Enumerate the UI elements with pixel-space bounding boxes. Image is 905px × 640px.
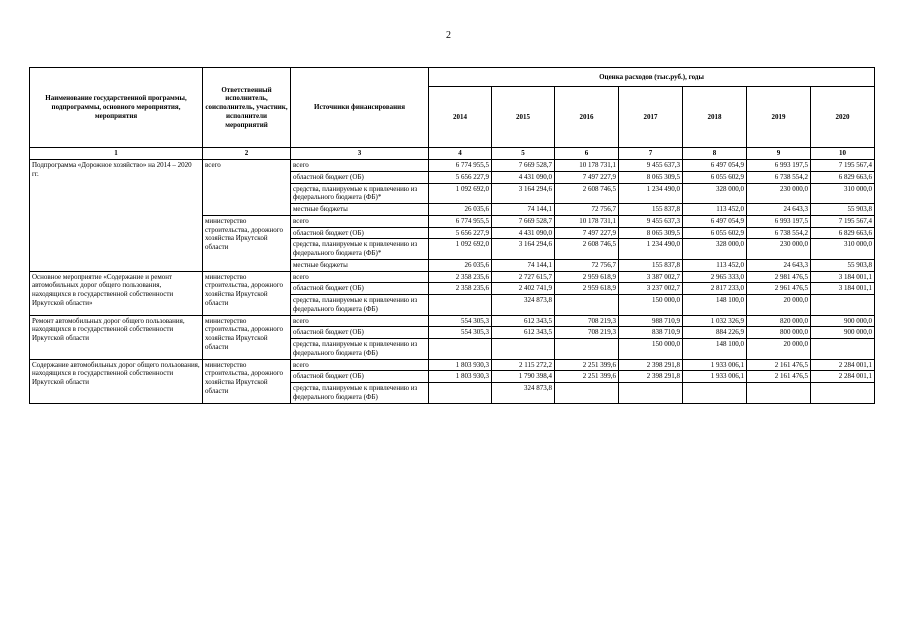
cost-value: 6 829 663,6 xyxy=(811,171,875,183)
cost-value: 5 656 227,9 xyxy=(429,227,492,239)
cost-value: 988 710,9 xyxy=(619,315,683,327)
cost-value: 1 234 490,0 xyxy=(619,239,683,260)
cost-value: 7 497 227,9 xyxy=(555,227,619,239)
funding-source: всего xyxy=(291,271,429,283)
cost-value: 74 144,1 xyxy=(492,204,555,216)
cost-value: 900 000,0 xyxy=(811,327,875,339)
table-row xyxy=(30,271,875,283)
cost-value: 1 803 930,3 xyxy=(429,359,492,371)
funding-source: всего xyxy=(291,359,429,371)
cost-value: 2 358 235,6 xyxy=(429,271,492,283)
cost-value: 2 161 476,5 xyxy=(747,359,811,371)
cost-value: 2 398 291,8 xyxy=(619,371,683,383)
column-number: 8 xyxy=(683,148,747,160)
cost-value: 2 115 272,2 xyxy=(492,359,555,371)
header-year: 2017 xyxy=(619,87,683,148)
funding-source: областной бюджет (ОБ) xyxy=(291,327,429,339)
program-name: Подпрограмма «Дорожное хозяйство» на 2014 – 2020 гг. xyxy=(30,160,203,272)
header-costs: Оценка расходов (тыс.руб.), годы xyxy=(429,68,875,87)
cost-value: 2 817 233,0 xyxy=(683,283,747,295)
cost-value: 612 343,5 xyxy=(492,327,555,339)
funding-source: областной бюджет (ОБ) xyxy=(291,227,429,239)
program-name: Содержание автомобильных дорог общего пользования, находящихся в государственной собственности Иркутской области xyxy=(30,359,203,403)
program-name: Основное мероприятие «Содержание и ремонт автомобильных дорог общего пользования, находящихся в государственной собственности Иркутской области» xyxy=(30,271,203,315)
responsible-executor: министерство строительства, дорожного хозяйства Иркутской области xyxy=(203,359,291,403)
funding-source: областной бюджет (ОБ) xyxy=(291,283,429,295)
funding-source: местные бюджеты xyxy=(291,259,429,271)
responsible-executor: министерство строительства, дорожного хозяйства Иркутской области xyxy=(203,315,291,359)
cost-value: 324 873,8 xyxy=(492,383,555,404)
cost-value: 155 837,8 xyxy=(619,259,683,271)
cost-value xyxy=(811,383,875,404)
cost-value: 26 035,6 xyxy=(429,259,492,271)
cost-value: 7 669 528,7 xyxy=(492,215,555,227)
cost-value: 324 873,8 xyxy=(492,295,555,316)
column-number: 4 xyxy=(429,148,492,160)
cost-value: 2 961 476,5 xyxy=(747,283,811,295)
cost-value: 310 000,0 xyxy=(811,183,875,204)
column-number: 6 xyxy=(555,148,619,160)
header-year: 2019 xyxy=(747,87,811,148)
cost-value: 7 195 567,4 xyxy=(811,160,875,172)
cost-value: 2 284 001,1 xyxy=(811,371,875,383)
cost-value: 1 092 692,0 xyxy=(429,239,492,260)
responsible-executor: министерство строительства, дорожного хозяйства Иркутской области xyxy=(203,215,291,271)
cost-value: 2 959 618,9 xyxy=(555,271,619,283)
cost-value: 328 000,0 xyxy=(683,239,747,260)
cost-value: 26 035,6 xyxy=(429,204,492,216)
cost-value: 2 402 741,9 xyxy=(492,283,555,295)
cost-value: 820 000,0 xyxy=(747,315,811,327)
cost-value: 6 993 197,5 xyxy=(747,160,811,172)
header-year: 2016 xyxy=(555,87,619,148)
funding-source: местные бюджеты xyxy=(291,204,429,216)
cost-value: 1 092 692,0 xyxy=(429,183,492,204)
funding-source: областной бюджет (ОБ) xyxy=(291,171,429,183)
cost-value xyxy=(555,295,619,316)
funding-source: средства, планируемые к привлечению из федерального бюджета (ФБ) xyxy=(291,339,429,360)
funding-source: средства, планируемые к привлечению из федерального бюджета (ФБ) xyxy=(291,383,429,404)
cost-value: 2 398 291,8 xyxy=(619,359,683,371)
cost-value: 10 178 731,1 xyxy=(555,160,619,172)
cost-value: 900 000,0 xyxy=(811,315,875,327)
cost-value: 1 933 006,1 xyxy=(683,359,747,371)
funding-source: средства, планируемые к привлечению из федерального бюджета (ФБ) xyxy=(291,295,429,316)
cost-value: 148 100,0 xyxy=(683,295,747,316)
cost-value xyxy=(747,383,811,404)
cost-value xyxy=(811,295,875,316)
cost-value: 554 305,3 xyxy=(429,315,492,327)
responsible-executor: министерство строительства, дорожного хозяйства Иркутской области xyxy=(203,271,291,315)
cost-value: 708 219,3 xyxy=(555,327,619,339)
cost-value: 6 829 663,6 xyxy=(811,227,875,239)
cost-value: 612 343,5 xyxy=(492,315,555,327)
cost-value: 884 226,9 xyxy=(683,327,747,339)
cost-value: 55 903,8 xyxy=(811,204,875,216)
cost-value: 3 164 294,6 xyxy=(492,183,555,204)
column-number: 3 xyxy=(291,148,429,160)
cost-value xyxy=(429,339,492,360)
cost-value: 5 656 227,9 xyxy=(429,171,492,183)
cost-value: 310 000,0 xyxy=(811,239,875,260)
column-number: 1 xyxy=(30,148,203,160)
cost-value xyxy=(811,339,875,360)
funding-source: всего xyxy=(291,215,429,227)
table-row xyxy=(30,160,875,172)
cost-value: 7 195 567,4 xyxy=(811,215,875,227)
cost-value xyxy=(429,295,492,316)
cost-value: 150 000,0 xyxy=(619,295,683,316)
cost-value: 6 497 054,9 xyxy=(683,160,747,172)
cost-value: 2 959 618,9 xyxy=(555,283,619,295)
cost-value: 72 756,7 xyxy=(555,204,619,216)
cost-value: 113 452,0 xyxy=(683,204,747,216)
cost-value: 230 000,0 xyxy=(747,183,811,204)
header-year: 2018 xyxy=(683,87,747,148)
cost-value: 3 164 294,6 xyxy=(492,239,555,260)
column-number: 9 xyxy=(747,148,811,160)
cost-value: 1 032 326,9 xyxy=(683,315,747,327)
cost-value: 1 933 006,1 xyxy=(683,371,747,383)
cost-value: 20 000,0 xyxy=(747,295,811,316)
cost-value: 230 000,0 xyxy=(747,239,811,260)
cost-value: 6 497 054,9 xyxy=(683,215,747,227)
cost-value: 554 305,3 xyxy=(429,327,492,339)
cost-value xyxy=(683,383,747,404)
column-number: 10 xyxy=(811,148,875,160)
header-year: 2015 xyxy=(492,87,555,148)
cost-value: 148 100,0 xyxy=(683,339,747,360)
cost-value: 113 452,0 xyxy=(683,259,747,271)
funding-source: областной бюджет (ОБ) xyxy=(291,371,429,383)
table-row xyxy=(30,315,875,327)
funding-source: средства, планируемые к привлечению из федерального бюджета (ФБ)* xyxy=(291,183,429,204)
cost-value: 3 387 002,7 xyxy=(619,271,683,283)
cost-value: 55 903,8 xyxy=(811,259,875,271)
cost-value: 2 284 001,1 xyxy=(811,359,875,371)
cost-value: 6 738 554,2 xyxy=(747,171,811,183)
cost-value: 328 000,0 xyxy=(683,183,747,204)
cost-value: 4 431 090,0 xyxy=(492,227,555,239)
funding-source: всего xyxy=(291,160,429,172)
column-number: 5 xyxy=(492,148,555,160)
funding-source: всего xyxy=(291,315,429,327)
table-row xyxy=(30,359,875,371)
cost-value: 1 803 930,3 xyxy=(429,371,492,383)
cost-value: 708 219,3 xyxy=(555,315,619,327)
cost-value: 6 055 602,9 xyxy=(683,227,747,239)
header-sources: Источники финансирования xyxy=(291,68,429,148)
cost-value: 74 144,1 xyxy=(492,259,555,271)
column-number: 7 xyxy=(619,148,683,160)
cost-value: 8 065 309,5 xyxy=(619,227,683,239)
cost-value xyxy=(555,383,619,404)
cost-value: 2 161 476,5 xyxy=(747,371,811,383)
cost-value: 150 000,0 xyxy=(619,339,683,360)
cost-value xyxy=(619,383,683,404)
cost-value: 2 251 399,6 xyxy=(555,359,619,371)
cost-value: 4 431 090,0 xyxy=(492,171,555,183)
cost-value: 9 455 637,3 xyxy=(619,160,683,172)
cost-value: 8 065 309,5 xyxy=(619,171,683,183)
cost-value: 9 455 637,3 xyxy=(619,215,683,227)
cost-value: 2 608 746,5 xyxy=(555,183,619,204)
cost-value: 6 055 602,9 xyxy=(683,171,747,183)
cost-value: 10 178 731,1 xyxy=(555,215,619,227)
cost-value: 3 184 001,1 xyxy=(811,283,875,295)
cost-value: 20 000,0 xyxy=(747,339,811,360)
cost-value: 24 643,3 xyxy=(747,204,811,216)
cost-value xyxy=(492,339,555,360)
cost-value: 3 237 002,7 xyxy=(619,283,683,295)
cost-value: 2 358 235,6 xyxy=(429,283,492,295)
cost-value: 3 184 001,1 xyxy=(811,271,875,283)
cost-value: 6 738 554,2 xyxy=(747,227,811,239)
cost-value: 7 497 227,9 xyxy=(555,171,619,183)
header-name: Наименование государственной программы, подпрограммы, основного мероприятия, мероприятия xyxy=(30,68,203,148)
cost-value: 6 774 955,5 xyxy=(429,215,492,227)
header-year: 2014 xyxy=(429,87,492,148)
program-name: Ремонт автомобильных дорог общего пользования, находящихся в государственной собственности Иркутской области xyxy=(30,315,203,359)
cost-value: 2 251 399,6 xyxy=(555,371,619,383)
cost-value: 1 790 398,4 xyxy=(492,371,555,383)
cost-value xyxy=(429,383,492,404)
cost-value: 6 993 197,5 xyxy=(747,215,811,227)
cost-value xyxy=(555,339,619,360)
cost-value: 155 837,8 xyxy=(619,204,683,216)
cost-value: 2 727 615,7 xyxy=(492,271,555,283)
funding-source: средства, планируемые к привлечению из федерального бюджета (ФБ)* xyxy=(291,239,429,260)
header-responsible: Ответственный исполнитель, соисполнитель, участник, исполнители мероприятий xyxy=(203,68,291,148)
cost-value: 2 608 746,5 xyxy=(555,239,619,260)
cost-value: 7 669 528,7 xyxy=(492,160,555,172)
cost-value: 1 234 490,0 xyxy=(619,183,683,204)
page-number: 2 xyxy=(446,30,451,41)
budget-table xyxy=(29,67,875,404)
cost-value: 6 774 955,5 xyxy=(429,160,492,172)
header-year: 2020 xyxy=(811,87,875,148)
cost-value: 2 965 333,0 xyxy=(683,271,747,283)
responsible-executor: всего xyxy=(203,160,291,216)
cost-value: 838 710,9 xyxy=(619,327,683,339)
cost-value: 24 643,3 xyxy=(747,259,811,271)
column-number: 2 xyxy=(203,148,291,160)
cost-value: 800 000,0 xyxy=(747,327,811,339)
cost-value: 2 981 476,5 xyxy=(747,271,811,283)
cost-value: 72 756,7 xyxy=(555,259,619,271)
